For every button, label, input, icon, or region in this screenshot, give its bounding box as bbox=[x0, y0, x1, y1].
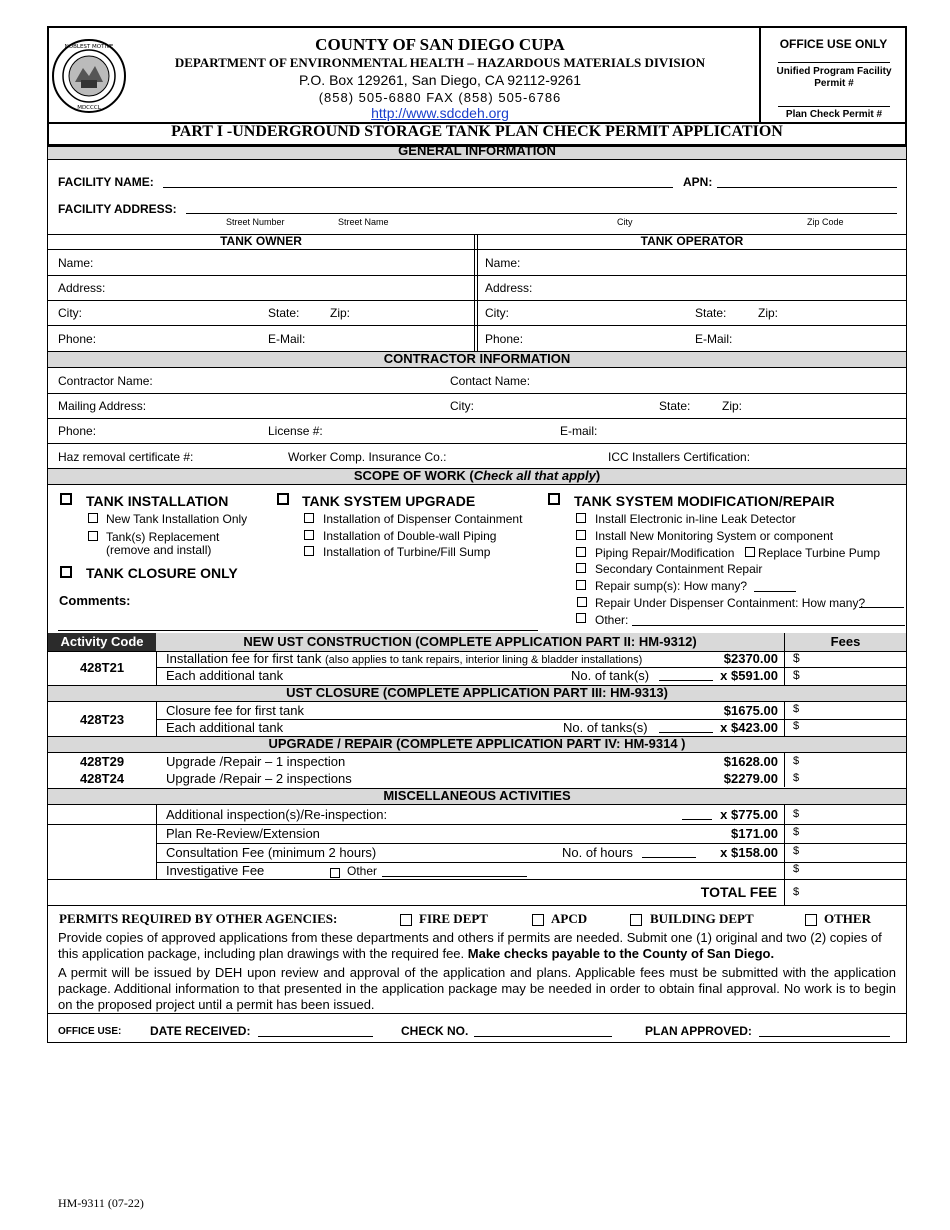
owner-name-label[interactable]: Name: bbox=[58, 256, 94, 270]
rereview-label: Plan Re-Review/Extension bbox=[166, 826, 320, 841]
other-checkbox[interactable] bbox=[576, 613, 586, 623]
code-428T21: 428T21 bbox=[79, 660, 125, 675]
dollar-sign: $ bbox=[793, 808, 800, 820]
county-title: COUNTY OF SAN DIEGO CUPA bbox=[315, 35, 565, 54]
icc-label[interactable]: ICC Installers Certification: bbox=[608, 450, 751, 464]
repair-udc-label: Repair Under Dispenser Containment: How many? bbox=[595, 596, 866, 610]
dollar-sign: $ bbox=[793, 772, 800, 784]
tank-owner-heading: TANK OWNER bbox=[220, 234, 302, 248]
row-line bbox=[48, 418, 906, 419]
dollar-sign: $ bbox=[793, 651, 800, 665]
contractor-city-label[interactable]: City: bbox=[450, 399, 474, 413]
other-field[interactable] bbox=[632, 614, 905, 626]
secondary-containment-checkbox[interactable] bbox=[576, 563, 586, 573]
plan-check-permit-label: Plan Check Permit # bbox=[785, 109, 883, 120]
code-col-line bbox=[156, 805, 157, 879]
tank-installation-title: TANK INSTALLATION bbox=[86, 493, 229, 509]
contractor-zip-label[interactable]: Zip: bbox=[722, 399, 743, 413]
operator-state-label[interactable]: State: bbox=[695, 306, 727, 320]
tank-installation-checkbox[interactable] bbox=[60, 493, 72, 505]
building-dept-label: BUILDING DEPT bbox=[650, 911, 754, 926]
code-428T29: 428T29 bbox=[79, 754, 125, 769]
install-first-amount: $2370.00 bbox=[723, 651, 778, 666]
facility-name-field[interactable] bbox=[163, 176, 673, 188]
upgrade2-amount: $2279.00 bbox=[723, 771, 778, 786]
tank-system-upgrade-checkbox[interactable] bbox=[277, 493, 289, 505]
dollar-sign: $ bbox=[793, 720, 800, 732]
owner-city-label[interactable]: City: bbox=[58, 306, 82, 320]
row-line bbox=[48, 325, 906, 326]
owner-zip-label[interactable]: Zip: bbox=[330, 306, 351, 320]
closure-first-label: Closure fee for first tank bbox=[166, 703, 304, 718]
facility-address-field[interactable] bbox=[186, 202, 897, 214]
operator-email-label[interactable]: E-Mail: bbox=[695, 332, 733, 346]
row-line bbox=[48, 879, 906, 880]
scope-heading-end: ) bbox=[595, 468, 601, 483]
permits-heading: PERMITS REQUIRED BY OTHER AGENCIES: bbox=[59, 911, 338, 926]
check-no-field[interactable] bbox=[474, 1025, 612, 1037]
closure-heading: UST CLOSURE (COMPLETE APPLICATION PART III: HM-9313) bbox=[286, 685, 668, 700]
investigative-label: Investigative Fee bbox=[166, 863, 265, 878]
modification-repair-title: TANK SYSTEM MODIFICATION/REPAIR bbox=[574, 493, 835, 509]
closure-first-amount: $1675.00 bbox=[723, 703, 778, 718]
fire-dept-label: FIRE DEPT bbox=[419, 911, 488, 926]
date-received-label: DATE RECEIVED: bbox=[150, 1024, 251, 1038]
monitoring-system-label: Install New Monitoring System or component bbox=[595, 529, 834, 543]
office-use-label: OFFICE USE: bbox=[58, 1026, 122, 1037]
facility-name-label: FACILITY NAME: bbox=[58, 175, 154, 189]
consult-amount: x $158.00 bbox=[720, 845, 778, 860]
fees-col-line bbox=[784, 753, 785, 787]
no-tanks-2-label: No. of tanks(s) bbox=[563, 720, 648, 735]
turbine-sump-checkbox[interactable] bbox=[304, 546, 314, 556]
permits-paragraph-1 bbox=[58, 930, 896, 962]
plan-check-line bbox=[778, 106, 890, 107]
owner-phone-label[interactable]: Phone: bbox=[58, 332, 97, 346]
piping-repair-label: Piping Repair/Modification bbox=[595, 546, 735, 560]
plan-approved-label: PLAN APPROVED: bbox=[645, 1024, 752, 1038]
double-wall-piping-label: Installation of Double-wall Piping bbox=[323, 529, 497, 543]
misc-other-field[interactable] bbox=[382, 865, 527, 877]
each-additional-2-label: Each additional tank bbox=[166, 720, 284, 735]
owner-address-label[interactable]: Address: bbox=[58, 281, 106, 295]
contact-name-label[interactable]: Contact Name: bbox=[450, 374, 531, 388]
row-line bbox=[48, 905, 906, 906]
row-line bbox=[48, 300, 906, 301]
other-label: Other: bbox=[595, 613, 629, 627]
code-col-line bbox=[156, 651, 157, 685]
facility-address-label: FACILITY ADDRESS: bbox=[58, 202, 177, 216]
upf-permit-line bbox=[778, 62, 890, 63]
dollar-sign: $ bbox=[793, 886, 800, 898]
dollar-sign: $ bbox=[793, 668, 800, 682]
row-line bbox=[48, 443, 906, 444]
general-heading: GENERAL INFORMATION bbox=[398, 143, 556, 158]
additional-insp-amount: x $775.00 bbox=[720, 807, 778, 822]
tank-replacement-note: (remove and install) bbox=[106, 543, 212, 557]
contractor-phone-label[interactable]: Phone: bbox=[58, 424, 97, 438]
misc-other-label: Other bbox=[347, 864, 378, 878]
activity-code-label: Activity Code bbox=[60, 634, 144, 649]
install-first-label: Installation fee for first tank bbox=[166, 651, 322, 666]
install-first-row bbox=[166, 651, 642, 666]
haz-cert-label[interactable]: Haz removal certificate #: bbox=[58, 450, 194, 464]
county-seal-icon bbox=[51, 38, 127, 114]
fire-dept-checkbox[interactable] bbox=[400, 914, 412, 926]
street-name-caption: Street Name bbox=[338, 217, 389, 227]
row-line bbox=[48, 249, 906, 250]
dollar-sign: $ bbox=[793, 755, 800, 767]
replace-turbine-label: Replace Turbine Pump bbox=[758, 546, 881, 560]
double-wall-piping-checkbox[interactable] bbox=[304, 530, 314, 540]
license-label[interactable]: License #: bbox=[268, 424, 323, 438]
row-line bbox=[48, 824, 906, 825]
code-428T24: 428T24 bbox=[79, 771, 125, 786]
row-line bbox=[48, 1013, 906, 1014]
code-428T23: 428T23 bbox=[79, 712, 125, 727]
owner-operator-divider-2 bbox=[477, 234, 478, 351]
city-caption: City bbox=[617, 217, 633, 227]
contractor-name-label[interactable]: Contractor Name: bbox=[58, 374, 153, 388]
fees-col-label: Fees bbox=[830, 634, 861, 649]
replace-turbine-checkbox[interactable] bbox=[745, 547, 755, 557]
dollar-sign: $ bbox=[793, 845, 800, 857]
misc-other-checkbox[interactable] bbox=[330, 868, 340, 878]
upf-permit-label: Unified Program Facility Permit # bbox=[776, 66, 892, 89]
zip-code-caption: Zip Code bbox=[807, 217, 844, 227]
dispenser-containment-label: Installation of Dispenser Containment bbox=[323, 512, 523, 526]
tank-operator-heading: TANK OPERATOR bbox=[640, 234, 744, 248]
building-dept-checkbox[interactable] bbox=[630, 914, 642, 926]
rereview-amount: $171.00 bbox=[731, 826, 778, 841]
tank-closure-title: TANK CLOSURE ONLY bbox=[86, 565, 238, 581]
consult-label: Consultation Fee (minimum 2 hours) bbox=[166, 845, 377, 860]
owner-state-label[interactable]: State: bbox=[268, 306, 300, 320]
no-tanks-label: No. of tank(s) bbox=[571, 668, 650, 683]
repair-udc-field[interactable] bbox=[859, 596, 904, 608]
fees-col-line bbox=[784, 633, 785, 685]
seal-text-top: NOBLEST MOTIVE bbox=[64, 44, 114, 50]
each-additional-label: Each additional tank bbox=[166, 668, 284, 683]
apn-field[interactable] bbox=[717, 176, 897, 188]
department-title: DEPARTMENT OF ENVIRONMENTAL HEALTH – HAZARDOUS MATERIALS DIVISION bbox=[174, 55, 706, 70]
upgrade1-label: Upgrade /Repair – 1 inspection bbox=[166, 754, 346, 769]
apcd-checkbox[interactable] bbox=[532, 914, 544, 926]
office-use-only-label: OFFICE USE ONLY bbox=[779, 37, 888, 51]
scope-heading bbox=[48, 468, 906, 483]
operator-phone-label[interactable]: Phone: bbox=[485, 332, 524, 346]
turbine-sump-label: Installation of Turbine/Fill Sump bbox=[323, 545, 491, 559]
row-line bbox=[48, 393, 906, 394]
leak-detector-label: Install Electronic in-line Leak Detector bbox=[595, 512, 796, 526]
install-first-note: (also applies to tank repairs, interior lining & bladder installations) bbox=[324, 654, 643, 666]
plan-approved-field[interactable] bbox=[759, 1025, 890, 1037]
website-link[interactable]: http://www.sdcdeh.org bbox=[371, 105, 509, 121]
new-tank-checkbox[interactable] bbox=[88, 513, 98, 523]
upgrade1-amount: $1628.00 bbox=[723, 754, 778, 769]
leak-detector-checkbox[interactable] bbox=[576, 513, 586, 523]
dispenser-containment-checkbox[interactable] bbox=[304, 513, 314, 523]
permits-paragraph-2: A permit will be issued by DEH upon review and approval of the application and plans. Applicable fees must be submitted with the application package. Additional information to that presented in the application package may be needed in order to obtain final approval. No work is to begin on the proposed project until a permit has been issued. bbox=[58, 965, 896, 1012]
seal-text-bottom: MDCCCL bbox=[77, 105, 101, 111]
workers-comp-label[interactable]: Worker Comp. Insurance Co.: bbox=[288, 450, 447, 464]
new-tank-label: New Tank Installation Only bbox=[106, 512, 248, 526]
contractor-heading: CONTRACTOR INFORMATION bbox=[383, 351, 571, 366]
new-ust-heading: NEW UST CONSTRUCTION (COMPLETE APPLICATION PART II: HM-9312) bbox=[243, 634, 697, 649]
install-additional-amount: x $591.00 bbox=[720, 668, 778, 683]
repair-sumps-label: Repair sump(s): How many? bbox=[595, 579, 748, 593]
apcd-label: APCD bbox=[551, 911, 588, 926]
operator-zip-label[interactable]: Zip: bbox=[758, 306, 779, 320]
repair-sumps-checkbox[interactable] bbox=[576, 580, 586, 590]
form-number: HM-9311 (07-22) bbox=[58, 1196, 144, 1210]
dollar-sign: $ bbox=[793, 863, 800, 875]
tank-system-upgrade-title: TANK SYSTEM UPGRADE bbox=[302, 493, 476, 509]
owner-email-label[interactable]: E-Mail: bbox=[268, 332, 306, 346]
piping-repair-checkbox[interactable] bbox=[576, 547, 586, 557]
owner-operator-divider bbox=[474, 234, 475, 351]
check-no-label: CHECK NO. bbox=[401, 1024, 469, 1038]
permits-para1-text: Provide copies of approved applications from these departments and others if permits are needed. Submit one (1) original and two (2) copies of this application package, including plan drawings with the required fee. bbox=[58, 930, 882, 961]
department-address: P.O. Box 129261, San Diego, CA 92112-9261 bbox=[298, 72, 582, 88]
comments-line[interactable] bbox=[58, 630, 538, 631]
scope-heading-main: SCOPE OF WORK ( bbox=[353, 468, 474, 483]
total-fee-label: TOTAL FEE bbox=[700, 884, 777, 900]
department-phone-fax: (858) 505-6880 FAX (858) 505-6786 bbox=[318, 90, 562, 105]
upgrade-heading: UPGRADE / REPAIR (COMPLETE APPLICATION PART IV: HM-9314 ) bbox=[268, 736, 686, 751]
street-number-caption: Street Number bbox=[226, 217, 285, 227]
date-received-field[interactable] bbox=[258, 1025, 373, 1037]
operator-city-label[interactable]: City: bbox=[485, 306, 509, 320]
row-line bbox=[156, 843, 906, 844]
operator-address-label[interactable]: Address: bbox=[485, 281, 533, 295]
additional-insp-label: Additional inspection(s)/Re-inspection: bbox=[166, 807, 388, 822]
apn-label: APN: bbox=[683, 175, 713, 189]
comments-label: Comments: bbox=[59, 593, 131, 608]
misc-heading: MISCELLANEOUS ACTIVITIES bbox=[383, 788, 571, 803]
operator-name-label[interactable]: Name: bbox=[485, 256, 521, 270]
form-title: PART I -UNDERGROUND STORAGE TANK PLAN CHECK PERMIT APPLICATION bbox=[171, 123, 783, 140]
scope-heading-italic: Check all that apply bbox=[473, 468, 596, 483]
tank-closure-checkbox[interactable] bbox=[60, 566, 72, 578]
contractor-email-label[interactable]: E-mail: bbox=[560, 424, 598, 438]
permits-para1-bold: Make checks payable to the County of San Diego. bbox=[467, 946, 775, 961]
other-agency-checkbox[interactable] bbox=[805, 914, 817, 926]
repair-udc-checkbox[interactable] bbox=[577, 597, 587, 607]
row-line bbox=[48, 275, 906, 276]
fees-col-line bbox=[784, 805, 785, 905]
monitoring-system-checkbox[interactable] bbox=[576, 530, 586, 540]
tank-replacement-label: Tank(s) Replacement bbox=[106, 530, 220, 544]
secondary-containment-label: Secondary Containment Repair bbox=[595, 562, 763, 576]
repair-sumps-field[interactable] bbox=[754, 580, 796, 592]
closure-additional-amount: x $423.00 bbox=[720, 720, 778, 735]
no-hours-label: No. of hours bbox=[562, 845, 633, 860]
modification-repair-checkbox[interactable] bbox=[548, 493, 560, 505]
contractor-state-label[interactable]: State: bbox=[659, 399, 691, 413]
dollar-sign: $ bbox=[793, 826, 800, 838]
mailing-address-label[interactable]: Mailing Address: bbox=[58, 399, 147, 413]
upgrade2-label: Upgrade /Repair – 2 inspections bbox=[166, 771, 352, 786]
tank-replacement-checkbox[interactable] bbox=[88, 531, 98, 541]
other-agency-label: OTHER bbox=[824, 911, 871, 926]
dollar-sign: $ bbox=[793, 703, 800, 715]
